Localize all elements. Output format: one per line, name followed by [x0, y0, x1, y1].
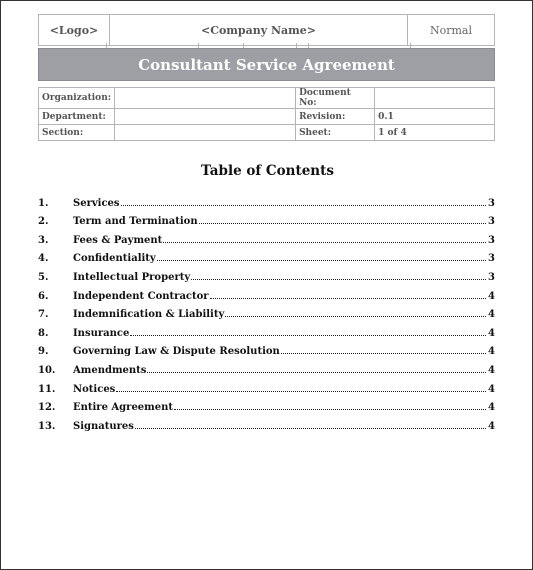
toc-leader-dots	[225, 315, 486, 317]
toc-leader-dots	[130, 334, 486, 336]
toc-entry-title: Indemnification & Liability	[73, 309, 225, 321]
table-of-contents	[38, 190, 495, 432]
toc-entry-number: 5.	[38, 271, 49, 283]
toc-entry-title: Confidentiality	[73, 253, 156, 265]
sheet-label: Sheet:	[296, 125, 375, 141]
info-table	[38, 87, 495, 141]
toc-leader-dots	[281, 352, 486, 354]
toc-entry-page: 4	[488, 402, 495, 414]
document-no-value	[375, 88, 495, 109]
toc-heading: Table of Contents	[201, 163, 334, 179]
toc-entry-title: Amendments	[73, 364, 147, 376]
toc-entry-title: Entire Agreement	[73, 402, 173, 414]
toc-leader-dots	[163, 241, 486, 243]
toc-entry[interactable]	[38, 209, 495, 228]
toc-leader-dots	[147, 371, 486, 373]
toc-leader-dots	[174, 408, 486, 410]
toc-entry[interactable]	[38, 357, 495, 376]
toc-entry[interactable]	[38, 395, 495, 414]
toc-entry-title: Governing Law & Dispute Resolution	[73, 346, 280, 358]
status-label: Normal	[408, 15, 495, 46]
toc-entry-page: 4	[488, 420, 495, 432]
toc-entry-page: 4	[488, 290, 495, 302]
toc-entry-title: Intellectual Property	[73, 271, 191, 283]
toc-entry-title: Services	[73, 197, 120, 209]
toc-entry[interactable]	[38, 339, 495, 358]
toc-entry-page: 4	[488, 309, 495, 321]
toc-entry-number: 11.	[38, 383, 56, 395]
section-value	[115, 125, 296, 141]
revision-value: 0.1	[375, 109, 495, 125]
toc-entry-page: 3	[488, 216, 495, 228]
toc-entry-page: 4	[488, 346, 495, 358]
toc-entry-title: Notices	[73, 383, 116, 395]
toc-entry-title: Signatures	[73, 420, 134, 432]
toc-entry-number: 6.	[38, 290, 49, 302]
toc-entry-number: 7.	[38, 309, 49, 321]
toc-entry-title: Insurance	[73, 327, 130, 339]
toc-entry-title: Term and Termination	[73, 216, 198, 228]
organization-label: Organization:	[39, 88, 115, 109]
toc-entry-number: 3.	[38, 234, 49, 246]
toc-entry[interactable]	[38, 376, 495, 395]
toc-entry-page: 3	[488, 271, 495, 283]
toc-entry-page: 3	[488, 253, 495, 265]
toc-entry-page: 4	[488, 327, 495, 339]
toc-entry[interactable]	[38, 320, 495, 339]
toc-entry-number: 1.	[38, 197, 49, 209]
toc-entry-page: 4	[488, 364, 495, 376]
toc-entry-page: 4	[488, 383, 495, 395]
toc-entry-number: 13.	[38, 420, 56, 432]
header-table	[38, 14, 495, 46]
company-name: <Company Name>	[110, 15, 408, 46]
toc-entry-number: 2.	[38, 216, 49, 228]
toc-leader-dots	[210, 297, 486, 299]
document-title: Consultant Service Agreement	[38, 48, 495, 81]
section-label: Section:	[39, 125, 115, 141]
toc-entry-number: 10.	[38, 364, 56, 376]
toc-leader-dots	[121, 204, 486, 206]
toc-entry[interactable]	[38, 246, 495, 265]
revision-label: Revision:	[296, 109, 375, 125]
document-no-label: Document No:	[296, 88, 375, 109]
organization-value	[115, 88, 296, 109]
logo-placeholder: <Logo>	[39, 15, 110, 46]
toc-entry-title: Independent Contractor	[73, 290, 209, 302]
toc-entry[interactable]	[38, 283, 495, 302]
toc-leader-dots	[191, 278, 486, 280]
toc-leader-dots	[116, 390, 486, 392]
toc-entry[interactable]	[38, 413, 495, 432]
toc-entry[interactable]	[38, 190, 495, 209]
toc-leader-dots	[135, 427, 486, 429]
toc-entry[interactable]	[38, 264, 495, 283]
toc-leader-dots	[199, 222, 486, 224]
toc-entry-number: 12.	[38, 402, 56, 414]
toc-entry-number: 4.	[38, 253, 49, 265]
toc-entry[interactable]	[38, 302, 495, 321]
toc-entry-number: 8.	[38, 327, 49, 339]
toc-entry-number: 9.	[38, 346, 49, 358]
toc-entry-title: Fees & Payment	[73, 234, 163, 246]
toc-entry-page: 3	[488, 234, 495, 246]
toc-leader-dots	[157, 259, 486, 261]
toc-entry-page: 3	[488, 197, 495, 209]
sheet-value: 1 of 4	[375, 125, 495, 141]
department-value	[115, 109, 296, 125]
department-label: Department:	[39, 109, 115, 125]
toc-entry[interactable]	[38, 227, 495, 246]
